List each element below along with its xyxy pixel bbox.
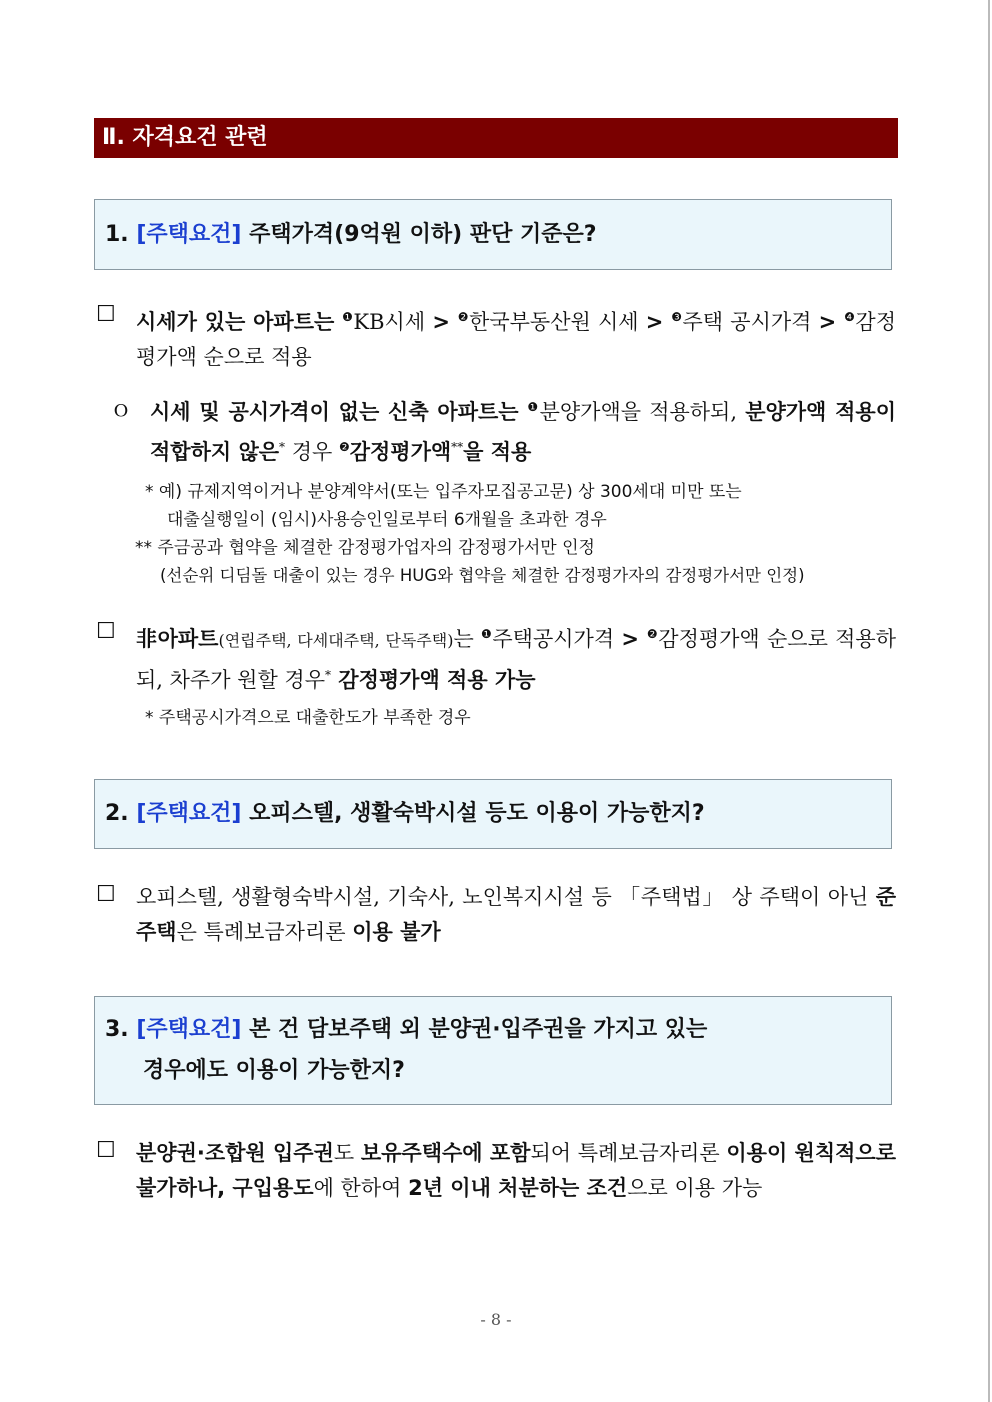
text-segment: 감정평가액 순으로 적용하되, 차주가 원할 경우: [136, 627, 896, 692]
text-segment: >: [621, 627, 647, 651]
footnote: 대출실행일이 (임시)사용승인일로부터 6개월을 초과한 경우: [167, 510, 607, 530]
question-box-1: [94, 199, 892, 270]
superscript-marker: **: [451, 440, 464, 454]
text-segment: 으로 이용 가능: [627, 1176, 763, 1200]
question-text-cont: 경우에도 이용이 가능한지?: [143, 1058, 405, 1083]
text-segment: 이용이 원칙적으로 불가하나, 구입용도: [136, 1141, 896, 1200]
page-number: - 8 -: [480, 1310, 512, 1329]
text-segment: 주택 공시가격: [682, 310, 819, 334]
question-text: 주택가격(9억원 이하) 판단 기준은?: [249, 222, 597, 247]
text-segment: 감정평가액 순으로 적용: [136, 310, 896, 369]
paragraph-4: [136, 880, 896, 950]
text-segment: 시세가 있는 아파트는: [136, 310, 343, 334]
superscript-marker: ❷: [646, 627, 659, 641]
superscript-marker: ❷: [338, 440, 350, 454]
superscript-marker: ❶: [481, 627, 493, 641]
text-segment: 감정평가액: [349, 440, 452, 464]
square-bullet: ☐: [96, 302, 116, 327]
question-tag: [주택요건]: [136, 801, 242, 826]
text-segment: KB시세: [353, 310, 433, 334]
superscript-marker: ❶: [527, 400, 540, 414]
text-segment: 을 적용: [463, 440, 532, 464]
superscript-marker: ❹: [844, 310, 856, 324]
text-segment: >: [645, 310, 672, 334]
superscript-marker: ❸: [671, 310, 683, 324]
superscript-marker: ❷: [457, 310, 470, 324]
question-tag: [주택요건]: [136, 222, 242, 247]
superscript-marker: *: [279, 440, 286, 454]
footnote: * 주택공시가격으로 대출한도가 부족한 경우: [145, 708, 471, 728]
text-segment: 도: [333, 1141, 361, 1165]
text-segment: 은 특례보금자리론: [176, 920, 353, 944]
paragraph-5: [136, 1136, 896, 1206]
square-bullet: ☐: [96, 882, 116, 907]
paragraph-2: [150, 390, 896, 470]
square-bullet: ☐: [96, 619, 116, 644]
text-segment: >: [432, 310, 458, 334]
footnote: * 예) 규제지역이거나 분양계약서(또는 입주자모집공고문) 상 300세대 미만 또는: [145, 482, 742, 502]
question-text: 오피스텔, 생활숙박시설 등도 이용이 가능한지?: [249, 801, 705, 826]
text-segment: 되어 특례보금자리론: [530, 1141, 727, 1165]
question-number: 2.: [105, 801, 129, 826]
text-segment: >: [818, 310, 845, 334]
section-header: Ⅱ. 자격요건 관련: [94, 118, 898, 158]
text-segment: 시세 및 공시가격이 없는 신축 아파트는: [150, 400, 528, 424]
text-segment: 감정평가액 적용 가능: [331, 668, 536, 692]
text-segment: 오피스텔, 생활형숙박시설, 기숙사, 노인복지시설 등 「주택법」 상 주택이 아닌: [136, 885, 876, 909]
text-segment: 2년 이내 처분하는 조건: [408, 1176, 628, 1200]
text-segment: 분양권·조합원 입주권: [136, 1141, 334, 1165]
paragraph-3: [136, 617, 896, 698]
footnote: ** 주금공과 협약을 체결한 감정평가업자의 감정평가서만 인정: [135, 538, 595, 558]
text-segment: 준주택: [136, 885, 896, 944]
superscript-marker: *: [325, 668, 331, 682]
circle-bullet: ｏ: [110, 397, 133, 422]
page-edge: [988, 0, 990, 1402]
square-bullet: ☐: [96, 1138, 116, 1163]
text-segment: 보유주택수에 포함: [360, 1141, 531, 1165]
text-segment: 한국부동산원 시세: [469, 310, 646, 334]
text-segment: 경우: [285, 440, 339, 464]
paragraph-1: [136, 300, 896, 375]
question-tag: [주택요건]: [136, 1017, 242, 1042]
text-segment: 분양가액을 적용하되,: [539, 400, 746, 424]
question-box-2: [94, 779, 892, 849]
text-segment: 非아파트: [136, 627, 219, 651]
text-segment: (연립주택, 다세대주택, 단독주택): [218, 631, 454, 650]
superscript-marker: ❶: [342, 310, 354, 324]
text-segment: 는: [453, 627, 482, 651]
question-box-3: [94, 996, 892, 1105]
text-segment: 분양가액 적용이 적합하지 않은: [150, 400, 896, 464]
text-segment: 이용 불가: [352, 920, 441, 944]
footnote: (선순위 디딤돌 대출이 있는 경우 HUG와 협약을 체결한 감정평가자의 감정평가서만 인정): [160, 566, 805, 585]
question-number: 3.: [105, 1017, 129, 1042]
question-text: 본 건 담보주택 외 분양권·입주권을 가지고 있는: [249, 1017, 708, 1042]
text-segment: 에 한하여: [313, 1176, 409, 1200]
question-number: 1.: [105, 222, 129, 247]
text-segment: 주택공시가격: [492, 627, 622, 651]
